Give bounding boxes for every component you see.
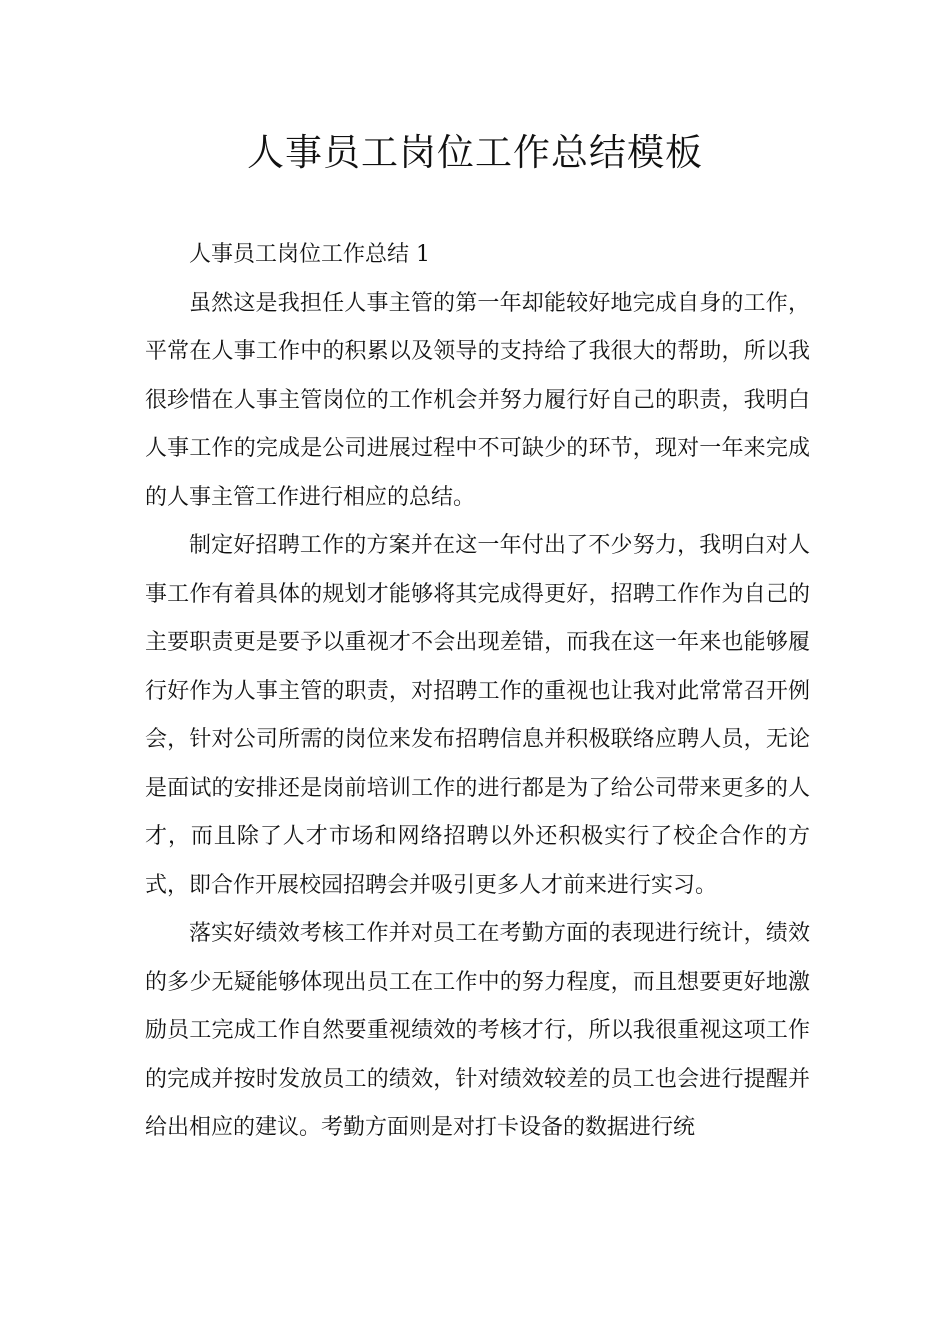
paragraph-1: 虽然这是我担任人事主管的第一年却能较好地完成自身的工作，平常在人事工作中的积累以及领导的支持给了我很大的帮助，所以我很珍惜在人事主管岗位的工作机会并努力履行好自己的职责，我明白人事工作的完成是公司进展过程中不可缺少的环节，现对一年来完成的人事主管工作进行相应的总结。: [145, 290, 810, 510]
paragraph-2: 制定好招聘工作的方案并在这一年付出了不少努力，我明白对人事工作有着具体的规划才能够将其完成得更好，招聘工作作为自己的主要职责更是要予以重视才不会出现差错，而我在这一年来也能够履行好作为人事主管的职责，对招聘工作的重视也让我对此常常召开例会，针对公司所需的岗位来发布招聘信息并积极联络应聘人员，无论是面试的安排还是岗前培训工作的进行都是为了给公司带来更多的人才，而且除了人才市场和网络招聘以外还积极实行了校企合作的方式，即合作开展校园招聘会并吸引更多人才前来进行实习。: [145, 533, 810, 898]
document-title: 人事员工岗位工作总结模板: [247, 131, 703, 174]
section-heading: 人事员工岗位工作总结 1: [189, 242, 430, 267]
document-body: [145, 231, 810, 1153]
paragraph-3: 落实好绩效考核工作并对员工在考勤方面的表现进行统计，绩效的多少无疑能够体现出员工在工作中的努力程度，而且想要更好地激励员工完成工作自然要重视绩效的考核才行，所以我很重视这项工作的完成并按时发放员工的绩效，针对绩效较差的员工也会进行提醒并给出相应的建议。考勤方面则是对打卡设备的数据进行统: [145, 921, 810, 1140]
